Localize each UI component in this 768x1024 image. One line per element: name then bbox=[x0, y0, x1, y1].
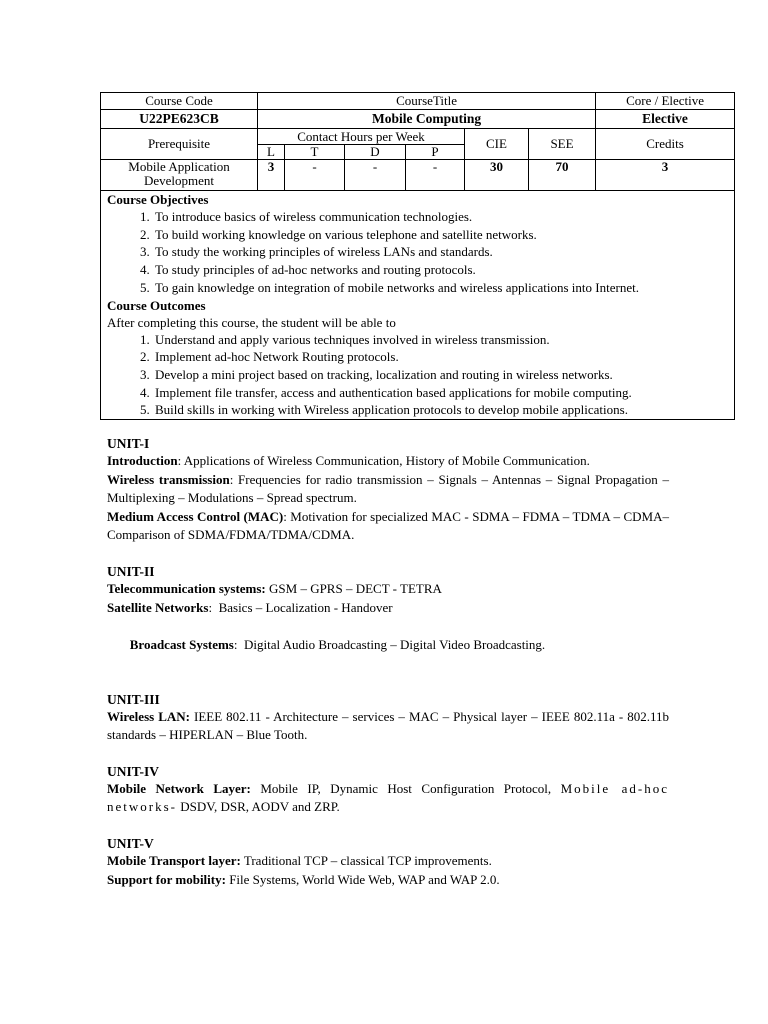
unit-5-title: UNIT-V bbox=[107, 836, 154, 851]
topic-label: Mobile Network Layer: bbox=[107, 781, 251, 796]
values-row bbox=[101, 160, 735, 191]
objective-item: 4. To study principles of ad-hoc networks and routing protocols. bbox=[153, 261, 734, 279]
unit-2-satellite bbox=[107, 599, 669, 617]
objectives-outcomes-row bbox=[101, 191, 735, 420]
units-section bbox=[107, 435, 669, 890]
header-row bbox=[101, 93, 735, 110]
objective-item: 5. To gain knowledge on integration of mobile networks and wireless applications into Internet. bbox=[153, 279, 734, 297]
unit-5-transport-layer bbox=[107, 852, 669, 870]
credits-value: 3 bbox=[596, 160, 735, 191]
unit-1-introduction bbox=[107, 452, 669, 470]
prerequisite-value: Mobile Application Development bbox=[101, 160, 258, 191]
unit-2-broadcast bbox=[107, 618, 669, 672]
cie-header: CIE bbox=[465, 129, 529, 160]
objectives-outcomes-cell bbox=[101, 191, 735, 420]
hour-header-l: L bbox=[258, 145, 285, 160]
course-row bbox=[101, 110, 735, 129]
unit-5-support-mobility bbox=[107, 871, 669, 889]
course-code-value: U22PE623CB bbox=[101, 110, 258, 129]
topic-text: : Frequencies for radio transmission – Signals – Antennas – Signal Propagation – Multiplexing – Modulations – Spread spectrum. bbox=[107, 472, 669, 505]
hours-header-row bbox=[101, 129, 735, 145]
hours-l-value: 3 bbox=[258, 160, 285, 191]
course-info-table bbox=[100, 92, 735, 420]
objective-item: 1. To introduce basics of wireless communication technologies. bbox=[153, 208, 734, 226]
topic-label: Mobile Transport layer: bbox=[107, 853, 241, 868]
topic-label: Satellite Networks bbox=[107, 600, 209, 615]
objectives-title: Course Objectives bbox=[107, 192, 209, 207]
topic-text: : Motivation for specialized MAC - SDMA – FDMA – TDMA – CDMA– Comparison of SDMA/FDMA/TDMA/CDMA. bbox=[107, 509, 669, 542]
unit-3-title: UNIT-III bbox=[107, 692, 160, 707]
contact-hours-header: Contact Hours per Week bbox=[258, 129, 465, 145]
hour-header-d: D bbox=[345, 145, 406, 160]
prerequisite-header: Prerequisite bbox=[101, 129, 258, 160]
cie-value: 30 bbox=[465, 160, 529, 191]
hours-t-value: - bbox=[285, 160, 345, 191]
unit-2-title: UNIT-II bbox=[107, 564, 155, 579]
unit-3-wireless-lan bbox=[107, 708, 669, 744]
topic-text: Traditional TCP – classical TCP improvements. bbox=[240, 853, 492, 868]
see-header: SEE bbox=[529, 129, 596, 160]
unit-1-title: UNIT-I bbox=[107, 436, 150, 451]
topic-text: : Applications of Wireless Communication, History of Mobile Communication. bbox=[177, 453, 590, 468]
topic-text: IEEE 802.11 - Architecture – services – MAC – Physical layer – IEEE 802.11a - 802.11b standards – HIPERLAN – Blue Tooth. bbox=[107, 709, 669, 742]
see-value: 70 bbox=[529, 160, 596, 191]
topic-label: Support for mobility: bbox=[107, 872, 226, 887]
credits-header: Credits bbox=[596, 129, 735, 160]
topic-text-spaced: Mobile ad-hoc networks- bbox=[107, 781, 669, 814]
topic-text: : Digital Audio Broadcasting – Digital Video Broadcasting. bbox=[233, 637, 546, 652]
unit-2-telecom bbox=[107, 580, 669, 598]
outcome-item: 1. Understand and apply various techniques involved in wireless transmission. bbox=[153, 331, 734, 349]
course-type-value: Elective bbox=[596, 110, 735, 129]
unit-1-mac bbox=[107, 508, 669, 544]
outcome-item: 3. Develop a mini project based on tracking, localization and routing in wireless networks. bbox=[153, 366, 734, 384]
topic-text: : Basics – Localization - Handover bbox=[208, 600, 393, 615]
topic-text: GSM – GPRS – DECT - TETRA bbox=[265, 581, 442, 596]
topic-label: Broadcast Systems bbox=[126, 637, 234, 652]
topic-label: Telecommunication systems: bbox=[107, 581, 266, 596]
topic-label: Medium Access Control (MAC) bbox=[107, 509, 284, 524]
outcomes-intro: After completing this course, the student will be able to bbox=[107, 314, 396, 330]
topic-text: DSDV, DSR, AODV and ZRP. bbox=[177, 799, 340, 814]
hour-header-p: P bbox=[406, 145, 465, 160]
hour-header-t: T bbox=[285, 145, 345, 160]
outcomes-title: Course Outcomes bbox=[107, 297, 206, 313]
outcome-item: 5. Build skills in working with Wireless application protocols to develop mobile applications. bbox=[153, 401, 734, 419]
hours-d-value: - bbox=[345, 160, 406, 191]
outcomes-list bbox=[107, 331, 734, 420]
outcome-item: 4. Implement file transfer, access and authentication based applications for mobile computing. bbox=[153, 384, 734, 402]
topic-label: Introduction bbox=[107, 453, 178, 468]
course-code-header: Course Code bbox=[101, 93, 258, 110]
core-elective-header: Core / Elective bbox=[596, 93, 735, 110]
unit-4-title: UNIT-IV bbox=[107, 764, 160, 779]
outcome-item: 2. Implement ad-hoc Network Routing protocols. bbox=[153, 348, 734, 366]
objective-item: 3. To study the working principles of wireless LANs and standards. bbox=[153, 243, 734, 261]
topic-text: Mobile IP, Dynamic Host Configuration Protocol, bbox=[250, 781, 561, 796]
hours-p-value: - bbox=[406, 160, 465, 191]
topic-label: Wireless LAN: bbox=[107, 709, 190, 724]
course-title-header: CourseTitle bbox=[258, 93, 596, 110]
unit-4-network-layer bbox=[107, 780, 669, 816]
objective-item: 2. To build working knowledge on various telephone and satellite networks. bbox=[153, 226, 734, 244]
topic-text: File Systems, World Wide Web, WAP and WAP 2.0. bbox=[225, 872, 500, 887]
objectives-list bbox=[107, 208, 734, 297]
course-title-value: Mobile Computing bbox=[258, 110, 596, 129]
topic-label: Wireless transmission bbox=[107, 472, 230, 487]
unit-1-wireless-transmission bbox=[107, 471, 669, 507]
